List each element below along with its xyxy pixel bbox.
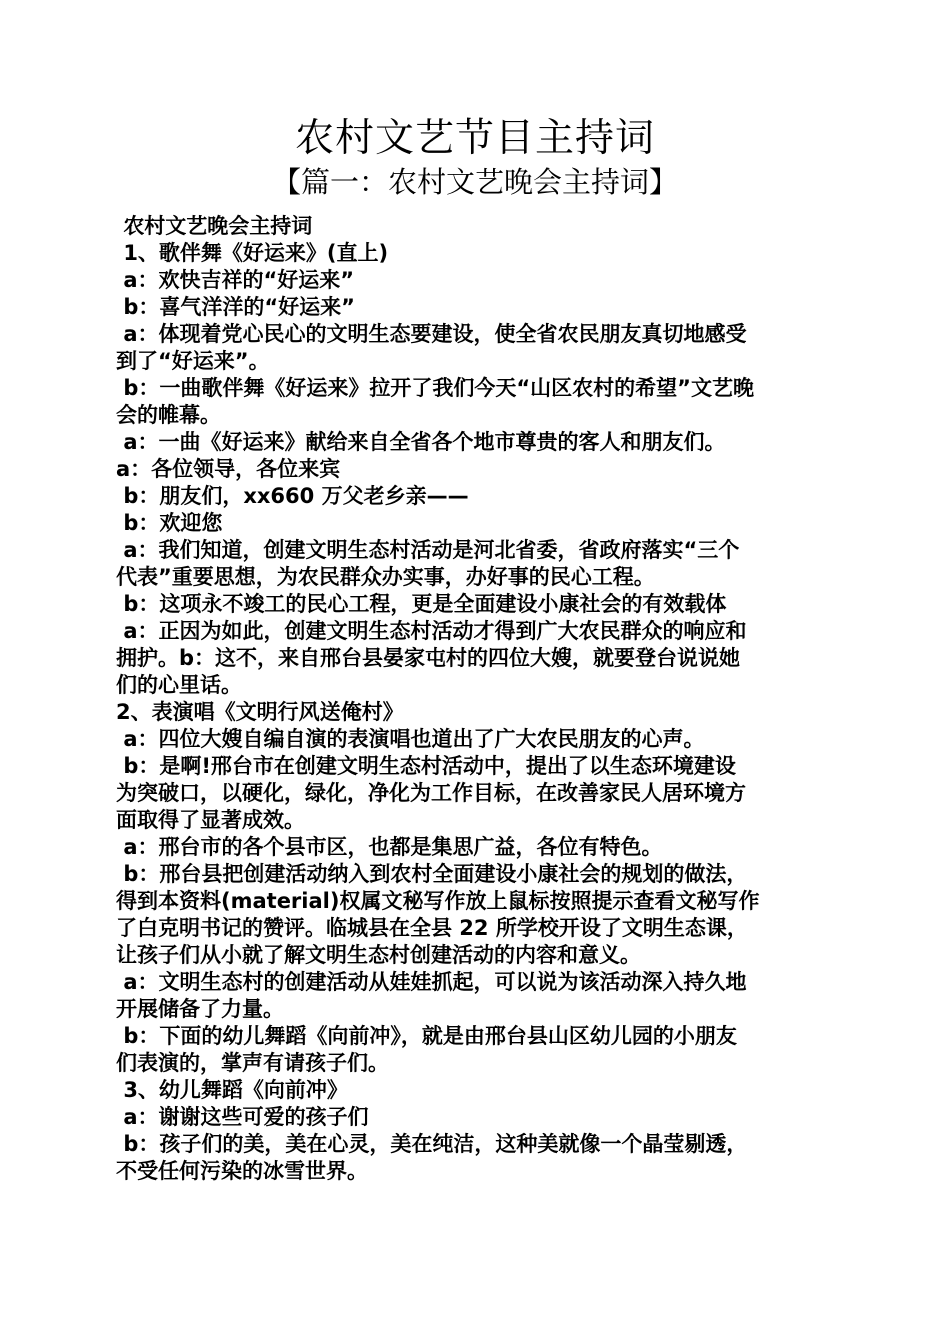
body-line: a：文明生态村的创建活动从娃娃抓起，可以说为该活动深入持久地 [116, 970, 747, 994]
body-line: a：各位领导，各位来宾 [116, 457, 341, 481]
body-line: b：邢台县把创建活动纳入到农村全面建设小康社会的规划的做法， [116, 862, 748, 886]
body-line: 们的心里话。 [116, 673, 242, 697]
document-title: 农村文艺节目主持词 [294, 116, 655, 161]
body-line: 拥护。b：这不，来自邢台县晏家屯村的四位大嫂，就要登台说说她 [116, 646, 741, 670]
document-subtitle: 【篇一：农村文艺晚会主持词】 [271, 165, 678, 199]
body-line: b：喜气洋洋的“好运来” [116, 295, 355, 319]
body-line: 为突破口，以硬化，绿化，净化为工作目标，在改善家民人居环境方 [116, 781, 746, 805]
document-body [116, 213, 838, 1185]
body-line: b：这项永不竣工的民心工程，更是全面建设小康社会的有效载体 [116, 592, 727, 616]
body-line: 了白克明书记的赞评。临城县在全县 22 所学校开设了文明生态课， [116, 916, 748, 940]
body-line: b：孩子们的美，美在心灵，美在纯洁，这种美就像一个晶莹剔透， [116, 1132, 748, 1156]
body-line: a：四位大嫂自编自演的表演唱也道出了广大农民朋友的心声。 [116, 727, 705, 751]
body-line: 面取得了显著成效。 [116, 808, 305, 832]
body-line: 农村文艺晚会主持词 [116, 214, 313, 238]
body-line: b：是啊!邢台市在创建文明生态村活动中，提出了以生态环境建设 [116, 754, 736, 778]
body-line: a：一曲《好运来》献给来自全省各个地市尊贵的客人和朋友们。 [116, 430, 726, 454]
body-line: 不受任何污染的冰雪世界。 [116, 1159, 368, 1183]
body-line: 们表演的，掌声有请孩子们。 [116, 1051, 389, 1075]
body-line: b：朋友们，xx660 万父老乡亲—— [116, 484, 469, 508]
body-line: a：邢台市的各个县市区，也都是集思广益，各位有特色。 [116, 835, 663, 859]
body-line: 到了“好运来”。 [116, 349, 270, 373]
body-line: 让孩子们从小就了解文明生态村创建活动的内容和意义。 [116, 943, 641, 967]
body-line: 代表”重要思想，为农民群众办实事，办好事的民心工程。 [116, 565, 655, 589]
body-line: a：正因为如此，创建文明生态村活动才得到广大农民群众的响应和 [116, 619, 747, 643]
body-line: b：下面的幼儿舞蹈《向前冲》，就是由邢台县山区幼儿园的小朋友 [116, 1024, 737, 1048]
body-line: 1、歌伴舞《好运来》(直上) [116, 241, 389, 265]
body-line: 得到本资料(material)权属文秘写作放上鼠标按照提示查看文秘写作 [116, 889, 760, 913]
body-line: 开展储备了力量。 [116, 997, 284, 1021]
body-line: a：我们知道，创建文明生态村活动是河北省委，省政府落实“三个 [116, 538, 740, 562]
body-line: a：体现着党心民心的文明生态要建设，使全省农民朋友真切地感受 [116, 322, 747, 346]
body-line: b：欢迎您 [116, 511, 223, 535]
body-line: 2、表演唱《文明行风送俺村》 [116, 700, 404, 724]
body-line: 会的帷幕。 [116, 403, 221, 427]
body-line: 3、幼儿舞蹈《向前冲》 [116, 1078, 348, 1102]
body-line: b：一曲歌伴舞《好运来》拉开了我们今天“山区农村的希望”文艺晚 [116, 376, 754, 400]
body-line: a：欢快吉祥的“好运来” [116, 268, 355, 292]
body-line: a：谢谢这些可爱的孩子们 [116, 1105, 369, 1129]
